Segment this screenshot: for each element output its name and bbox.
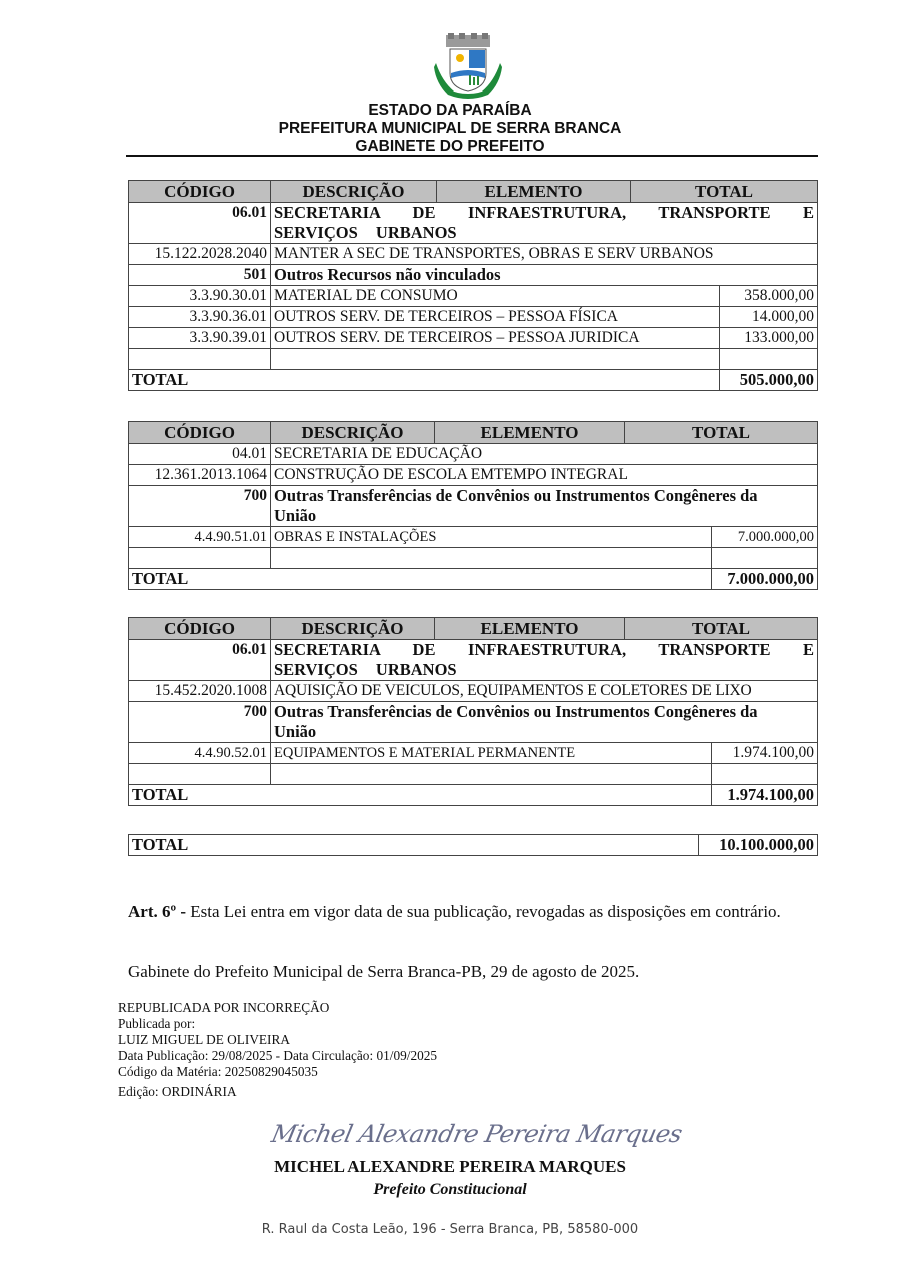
empty-row bbox=[129, 548, 818, 569]
col-descricao: DESCRIÇÃO bbox=[271, 422, 435, 444]
total-value: 505.000,00 bbox=[720, 370, 818, 391]
table-row bbox=[129, 743, 818, 764]
action-code: 15.122.2028.2040 bbox=[129, 244, 271, 265]
action-name: CONSTRUÇÃO DE ESCOLA EMTEMPO INTEGRAL bbox=[271, 465, 818, 486]
table-header-row bbox=[129, 422, 818, 444]
table-header-row bbox=[129, 181, 818, 203]
item-code: 4.4.90.52.01 bbox=[129, 743, 271, 764]
source-code: 501 bbox=[129, 265, 271, 286]
footer-address: R. Raul da Costa Leão, 196 - Serra Branca, PB, 58580-000 bbox=[261, 1222, 639, 1237]
action-row bbox=[129, 681, 818, 702]
total-label: TOTAL bbox=[129, 569, 712, 590]
article-paragraph bbox=[128, 901, 792, 923]
source-name: Outras Transferências de Convênios ou Instrumentos Congêneres da União bbox=[271, 486, 818, 527]
source-row bbox=[129, 486, 818, 527]
total-value: 7.000.000,00 bbox=[712, 569, 818, 590]
action-name: AQUISIÇÃO DE VEICULOS, EQUIPAMENTOS E COLETORES DE LIXO bbox=[271, 681, 818, 702]
action-code: 15.452.2020.1008 bbox=[129, 681, 271, 702]
state-title: ESTADO DA PARAÍBA bbox=[368, 102, 532, 119]
table-row bbox=[129, 328, 818, 349]
publication-dates: Data Publicação: 29/08/2025 - Data Circulação: 01/09/2025 bbox=[118, 1048, 438, 1063]
empty-row bbox=[129, 349, 818, 370]
action-row bbox=[129, 244, 818, 265]
org-code: 06.01 bbox=[129, 640, 271, 681]
item-value: 133.000,00 bbox=[720, 328, 818, 349]
source-row bbox=[129, 702, 818, 743]
item-description: OUTROS SERV. DE TERCEIROS – PESSOA FÍSICA bbox=[271, 307, 720, 328]
empty-row bbox=[129, 764, 818, 785]
action-name: MANTER A SEC DE TRANSPORTES, OBRAS E SERV URBANOS bbox=[271, 244, 818, 265]
org-name: SECRETARIA DE INFRAESTRUTURA, TRANSPORTE E SERVIÇOS URBANOS bbox=[271, 640, 818, 681]
item-description: OUTROS SERV. DE TERCEIROS – PESSOA JURIDICA bbox=[271, 328, 720, 349]
source-code: 700 bbox=[129, 486, 271, 527]
handwritten-signature: Michel Alexandre Pereira Marques bbox=[269, 1120, 685, 1148]
item-code: 3.3.90.39.01 bbox=[129, 328, 271, 349]
org-row bbox=[129, 640, 818, 681]
republished-note: REPUBLICADA POR INCORREÇÃO bbox=[118, 1000, 330, 1015]
col-elemento: ELEMENTO bbox=[435, 422, 625, 444]
col-total: TOTAL bbox=[631, 181, 818, 203]
grand-total-row bbox=[129, 835, 818, 856]
closing-line: Gabinete do Prefeito Municipal de Serra Branca-PB, 29 de agosto de 2025. bbox=[128, 962, 640, 981]
col-elemento: ELEMENTO bbox=[435, 618, 625, 640]
signatory-role: Prefeito Constitucional bbox=[373, 1181, 527, 1198]
grand-total-label: TOTAL bbox=[129, 835, 699, 856]
edition: Edição: ORDINÁRIA bbox=[118, 1084, 237, 1099]
item-value: 1.974.100,00 bbox=[712, 743, 818, 764]
total-label: TOTAL bbox=[129, 370, 720, 391]
item-description: OBRAS E INSTALAÇÕES bbox=[271, 527, 712, 548]
col-codigo: CÓDIGO bbox=[129, 181, 271, 203]
item-code: 3.3.90.30.01 bbox=[129, 286, 271, 307]
table-row bbox=[129, 527, 818, 548]
col-descricao: DESCRIÇÃO bbox=[271, 181, 437, 203]
header-divider bbox=[126, 155, 818, 157]
total-row bbox=[129, 785, 818, 806]
action-code: 12.361.2013.1064 bbox=[129, 465, 271, 486]
item-description: MATERIAL DE CONSUMO bbox=[271, 286, 720, 307]
col-codigo: CÓDIGO bbox=[129, 618, 271, 640]
source-name: Outros Recursos não vinculados bbox=[271, 265, 818, 286]
source-row bbox=[129, 265, 818, 286]
org-code: 04.01 bbox=[129, 444, 271, 465]
item-code: 3.3.90.36.01 bbox=[129, 307, 271, 328]
published-by-label: Publicada por: bbox=[118, 1016, 196, 1031]
grand-total-value: 10.100.000,00 bbox=[699, 835, 818, 856]
article-label: Art. 6º - bbox=[128, 902, 187, 921]
item-value: 14.000,00 bbox=[720, 307, 818, 328]
col-elemento: ELEMENTO bbox=[437, 181, 631, 203]
item-value: 358.000,00 bbox=[720, 286, 818, 307]
item-code: 4.4.90.51.01 bbox=[129, 527, 271, 548]
publication-info bbox=[118, 1000, 437, 1100]
item-description: EQUIPAMENTOS E MATERIAL PERMANENTE bbox=[271, 743, 712, 764]
col-descricao: DESCRIÇÃO bbox=[271, 618, 435, 640]
col-total: TOTAL bbox=[625, 422, 818, 444]
org-row bbox=[129, 444, 818, 465]
office-title: GABINETE DO PREFEITO bbox=[355, 138, 545, 155]
signatory-name: MICHEL ALEXANDRE PEREIRA MARQUES bbox=[274, 1157, 626, 1176]
source-code: 700 bbox=[129, 702, 271, 743]
total-row bbox=[129, 370, 818, 391]
published-by-name: LUIZ MIGUEL DE OLIVEIRA bbox=[118, 1032, 290, 1047]
org-row bbox=[129, 203, 818, 244]
source-name: Outras Transferências de Convênios ou Instrumentos Congêneres da União bbox=[271, 702, 818, 743]
col-total: TOTAL bbox=[625, 618, 818, 640]
municipal-coat-of-arms-icon bbox=[432, 33, 504, 101]
action-row bbox=[129, 465, 818, 486]
table-row bbox=[129, 286, 818, 307]
org-code: 06.01 bbox=[129, 203, 271, 244]
budget-table-2 bbox=[128, 421, 818, 590]
table-row bbox=[129, 307, 818, 328]
budget-table-1 bbox=[128, 180, 818, 391]
matter-code: Código da Matéria: 20250829045035 bbox=[118, 1064, 318, 1079]
org-name: SECRETARIA DE EDUCAÇÃO bbox=[271, 444, 818, 465]
municipality-title: PREFEITURA MUNICIPAL DE SERRA BRANCA bbox=[278, 120, 622, 137]
total-value: 1.974.100,00 bbox=[712, 785, 818, 806]
item-value: 7.000.000,00 bbox=[712, 527, 818, 548]
budget-table-3 bbox=[128, 617, 818, 806]
total-row bbox=[129, 569, 818, 590]
article-text: Esta Lei entra em vigor data de sua publicação, revogadas as disposições em contrário. bbox=[186, 902, 781, 921]
grand-total-table bbox=[128, 834, 818, 856]
org-name: SECRETARIA DE INFRAESTRUTURA, TRANSPORTE E SERVIÇOS URBANOS bbox=[271, 203, 818, 244]
col-codigo: CÓDIGO bbox=[129, 422, 271, 444]
total-label: TOTAL bbox=[129, 785, 712, 806]
table-header-row bbox=[129, 618, 818, 640]
